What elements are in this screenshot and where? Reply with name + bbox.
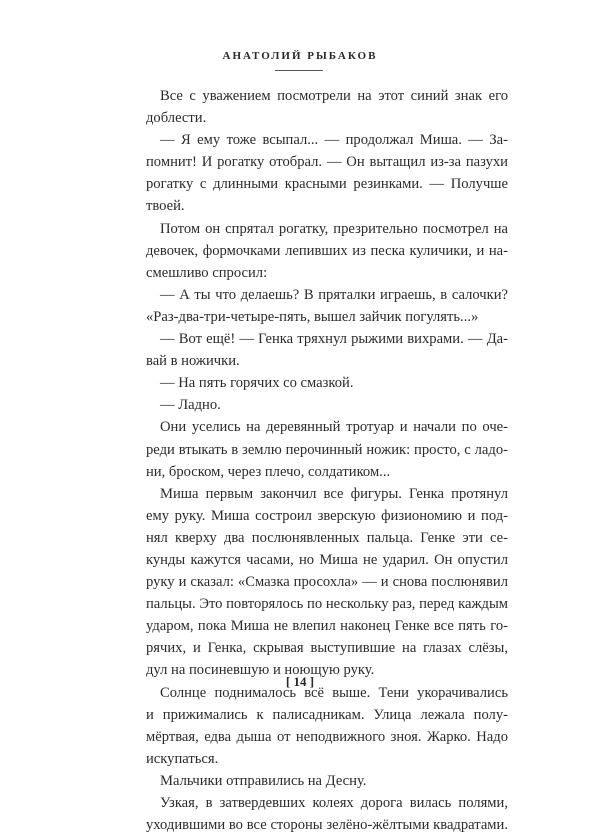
text-line: рогатку с длинными красными резинками. — Получше (146, 176, 508, 193)
text-line: Мальчики отправились на Десну. (160, 772, 367, 789)
text-line: руку и сказал: «Смазка просохла» — и снова послюнявил (146, 574, 508, 591)
text-line: — Вот ещё! — Генка тряхнул рыжими вихрами. — Да- (160, 331, 508, 348)
text-line: ни, броском, через плечо, солдатиком... (146, 463, 391, 480)
text-line: дул на посиневшую и ноющую руку. (146, 662, 375, 679)
text-line: ударом, пока Миша не влепил наконец Генке все пять го- (146, 618, 508, 635)
text-line: твоей. (146, 198, 185, 215)
text-line: «Раз-два-три-четыре-пять, вышел зайчик погулять...» (146, 308, 479, 325)
text-line: Они уселись на деревянный тротуар и начали по оче- (160, 419, 508, 436)
page-number: [ 14 ] (285, 674, 315, 689)
text-line: доблести. (146, 110, 207, 127)
text-line: — Ладно. (160, 397, 221, 414)
text-line: помнит! И рогатку отобрал. — Он вытащил из-за пазухи (146, 154, 508, 171)
text-line: нял кверху два послюнявленных пальца. Генке эти се- (146, 529, 508, 546)
text-line: Солнце поднималось всё выше. Тени укорачивались (160, 684, 508, 701)
text-line: вай в ножички. (146, 353, 240, 370)
text-line: ему руку. Миша состроил зверскую физиономию и под- (146, 507, 508, 524)
text-line: Все с уважением посмотрели на этот синий знак его (160, 88, 508, 104)
text-line: искупаться. (146, 750, 219, 767)
text-line: и прижимались к палисадникам. Улица лежала полу- (146, 706, 508, 723)
header-rule (275, 70, 323, 71)
text-line: мёртвая, едва дыша от неподвижного зноя. Жарко. Надо (146, 728, 508, 745)
running-head: АНАТОЛИЙ РЫБАКОВ (222, 50, 378, 62)
text-line: смешливо спросил: (146, 264, 268, 281)
text-line: девочек, формочками лепивших из песка куличики, и на- (146, 242, 508, 259)
text-line: реди втыкать в землю перочинный ножик: просто, с ладо- (146, 441, 508, 458)
text-line: кунды кажутся часами, но Миша не ударил. Он опустил (146, 551, 508, 568)
text-line: — На пять горячих со смазкой. (160, 375, 354, 392)
text-line: Узкая, в затвердевших колеях дорога вилась полями, (160, 795, 508, 811)
text-line: — А ты что делаешь? В пряталки играешь, в салочки? (160, 286, 508, 303)
text-line: Потом он спрятал рогатку, презрительно посмотрел на (160, 220, 508, 237)
text-line: Миша первым закончил все фигуры. Генка протянул (160, 485, 508, 502)
text-line: рячих, и Генка, скрывая выступившие на глазах слёзы, (146, 640, 508, 657)
text-line: пальцы. Это повторялось по нескольку раз, перед каждым (146, 596, 508, 613)
text-line: уходившими во все стороны зелёно-жёлтыми квадратами. (146, 817, 508, 834)
text-line: — Я ему тоже всыпал... — продолжал Миша. — За- (160, 132, 508, 149)
body-text (146, 85, 508, 836)
